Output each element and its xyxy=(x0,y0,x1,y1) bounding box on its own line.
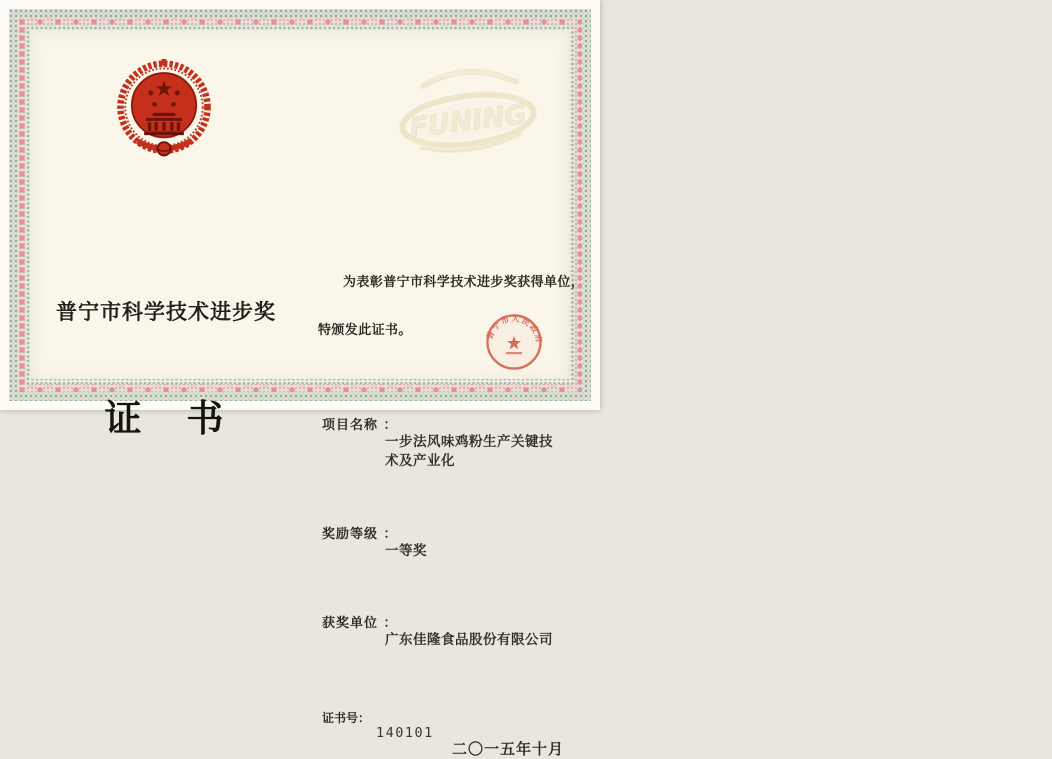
watermark-text: FUNING xyxy=(407,98,529,145)
field-value-project: 一步法风味鸡粉生产关键技术及产业化 xyxy=(385,434,553,469)
field-value-awardee: 广东佳隆食品股份有限公司 xyxy=(385,632,553,648)
award-title: 普宁市科学技术进步奖 xyxy=(56,300,276,324)
field-label-grade: 奖励等级 ： xyxy=(322,527,398,542)
seal-text: 普宁市人民政府 xyxy=(484,314,544,345)
field-label-project: 项目名称 ： xyxy=(322,418,398,433)
national-emblem-icon xyxy=(116,58,212,162)
cert-no-label: 证书号： xyxy=(322,711,371,725)
issue-date: 二〇一五年十月 xyxy=(452,740,565,758)
watermark-logo xyxy=(388,58,548,168)
certificate-word: 证 书 xyxy=(104,397,240,440)
cert-no-value: 140101 xyxy=(376,725,434,741)
field-value-grade: 一等奖 xyxy=(385,543,427,559)
intro-line-2: 特颁发此证书。 xyxy=(318,323,412,338)
field-label-awardee: 获奖单位 ： xyxy=(322,616,398,631)
official-seal xyxy=(484,312,544,372)
intro-line-1: 为表彰普宁市科学技术进步奖获得单位， xyxy=(343,275,585,290)
